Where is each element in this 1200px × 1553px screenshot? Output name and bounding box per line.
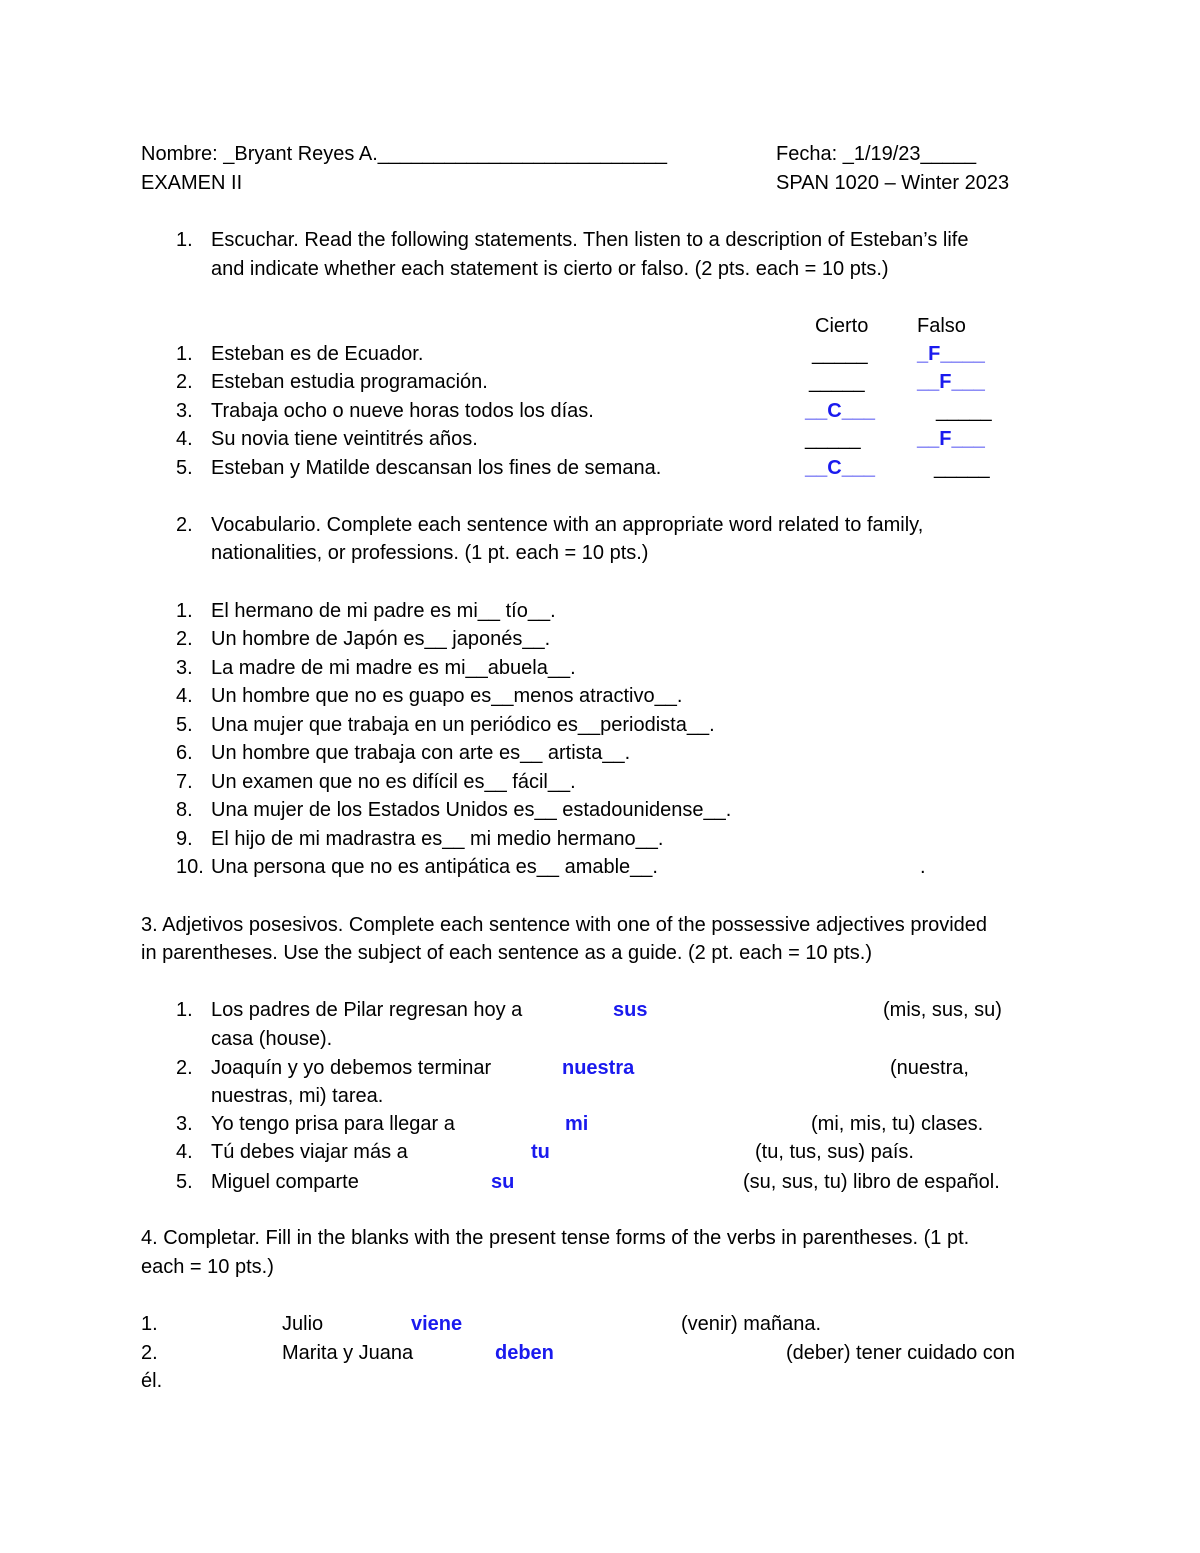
item-number: 10. — [176, 856, 204, 878]
item-number: 8. — [176, 799, 193, 821]
column-header-falso: Falso — [917, 315, 966, 337]
section-number: 2. — [176, 514, 193, 536]
statement: Esteban es de Ecuador. — [211, 343, 424, 365]
date-line: Fecha: _1/19/23_____ — [776, 143, 977, 165]
vocab-sentence: Un hombre que trabaja con arte es__ artista__. — [211, 742, 631, 764]
section-instruction: each = 10 pts.) — [141, 1256, 274, 1278]
item-number: 1. — [176, 999, 193, 1021]
section-instruction: and indicate whether each statement is cierto or falso. (2 pts. each = 10 pts.) — [211, 258, 889, 280]
sentence-start: Yo tengo prisa para llegar a — [211, 1113, 455, 1135]
item-number: 5. — [176, 714, 193, 736]
sentence-start: Miguel comparte — [211, 1171, 359, 1193]
sentence-start: Los padres de Pilar regresan hoy a — [211, 999, 523, 1021]
item-number: 2. — [176, 1057, 193, 1079]
item-number: 2. — [176, 371, 193, 393]
statement: Su novia tiene veintitrés años. — [211, 428, 478, 450]
falso-answer: _F____ — [917, 343, 985, 365]
vocab-sentence: Una mujer de los Estados Unidos es__ estadounidense__. — [211, 799, 732, 821]
section-instruction: Escuchar. Read the following statements. Then listen to a description of Esteban’s life — [211, 229, 969, 251]
cierto-answer: __C___ — [805, 457, 876, 479]
vocab-sentence: Una mujer que trabaja en un periódico es__periodista__. — [211, 714, 715, 736]
item-number: 5. — [176, 457, 193, 479]
trailing-dot: . — [920, 856, 926, 878]
vocab-sentence: Una persona que no es antipática es__ amable__. — [211, 856, 658, 878]
options: (mi, mis, tu) clases. — [811, 1113, 984, 1135]
cierto-blank: _____ — [812, 343, 868, 365]
verb-answer: viene — [411, 1313, 463, 1335]
options: (tu, tus, sus) país. — [755, 1141, 914, 1163]
item-number: 4. — [176, 1141, 193, 1163]
item-number: 6. — [176, 742, 193, 764]
vocab-sentence: La madre de mi madre es mi__abuela__. — [211, 657, 576, 679]
section-number: 1. — [176, 229, 193, 251]
subject: Marita y Juana — [282, 1342, 414, 1364]
item-number: 2. — [141, 1342, 158, 1364]
possessive-answer: sus — [613, 999, 648, 1021]
possessive-answer: nuestra — [562, 1057, 635, 1079]
sentence-continuation: casa (house). — [211, 1028, 333, 1050]
vocab-sentence: El hermano de mi padre es mi__ tío__. — [211, 600, 556, 622]
options: (mis, sus, su) — [883, 999, 1002, 1021]
sentence-rest: (deber) tener cuidado con — [786, 1342, 1016, 1364]
falso-answer: __F___ — [917, 428, 985, 450]
item-number: 3. — [176, 657, 193, 679]
item-number: 1. — [176, 343, 193, 365]
sentence-rest: (venir) mañana. — [681, 1313, 822, 1335]
cierto-blank: _____ — [805, 428, 861, 450]
vocab-sentence: Un hombre de Japón es__ japonés__. — [211, 628, 551, 650]
cierto-blank: _____ — [809, 371, 865, 393]
statement: Trabaja ocho o nueve horas todos los días. — [211, 400, 594, 422]
section-instruction: nationalities, or professions. (1 pt. each = 10 pts.) — [211, 542, 649, 564]
possessive-answer: tu — [531, 1141, 550, 1163]
item-number: 4. — [176, 428, 193, 450]
section-instruction: 3. Adjetivos posesivos. Complete each sentence with one of the possessive adjectives provided — [141, 914, 988, 936]
options: (su, sus, tu) libro de español. — [743, 1171, 1000, 1193]
item-number: 4. — [176, 685, 193, 707]
options: (nuestra, — [890, 1057, 969, 1079]
verb-answer: deben — [495, 1342, 554, 1364]
item-number: 3. — [176, 400, 193, 422]
vocab-sentence: El hijo de mi madrastra es__ mi medio hermano__. — [211, 828, 664, 850]
possessive-answer: mi — [565, 1113, 589, 1135]
cierto-answer: __C___ — [805, 400, 876, 422]
possessive-answer: su — [491, 1171, 515, 1193]
sentence-start: Tú debes viajar más a — [211, 1141, 408, 1163]
student-name-line: Nombre: _Bryant Reyes A.__________________________ — [141, 143, 667, 165]
item-number: 9. — [176, 828, 193, 850]
statement: Esteban y Matilde descansan los fines de semana. — [211, 457, 662, 479]
item-number: 5. — [176, 1171, 193, 1193]
section-instruction: Vocabulario. Complete each sentence with an appropriate word related to family, — [211, 514, 924, 536]
sentence-continuation: nuestras, mi) tarea. — [211, 1085, 384, 1107]
vocab-sentence: Un hombre que no es guapo es__menos atractivo__. — [211, 685, 683, 707]
item-number: 2. — [176, 628, 193, 650]
section-instruction: 4. Completar. Fill in the blanks with the present tense forms of the verbs in parentheses. (1 pt. — [141, 1227, 970, 1249]
falso-blank: _____ — [934, 457, 990, 479]
item-number: 3. — [176, 1113, 193, 1135]
sentence-continuation: él. — [141, 1370, 163, 1392]
course-title: SPAN 1020 – Winter 2023 — [776, 172, 1010, 194]
statement: Esteban estudia programación. — [211, 371, 488, 393]
item-number: 1. — [141, 1313, 158, 1335]
column-header-cierto: Cierto — [815, 315, 869, 337]
subject: Julio — [282, 1313, 324, 1335]
vocab-sentence: Un examen que no es difícil es__ fácil__. — [211, 771, 576, 793]
item-number: 7. — [176, 771, 193, 793]
exam-title: EXAMEN II — [141, 172, 243, 194]
falso-answer: __F___ — [917, 371, 985, 393]
section-instruction: in parentheses. Use the subject of each sentence as a guide. (2 pt. each = 10 pts.) — [141, 942, 873, 964]
falso-blank: _____ — [936, 400, 992, 422]
item-number: 1. — [176, 600, 193, 622]
sentence-start: Joaquín y yo debemos terminar — [211, 1057, 492, 1079]
